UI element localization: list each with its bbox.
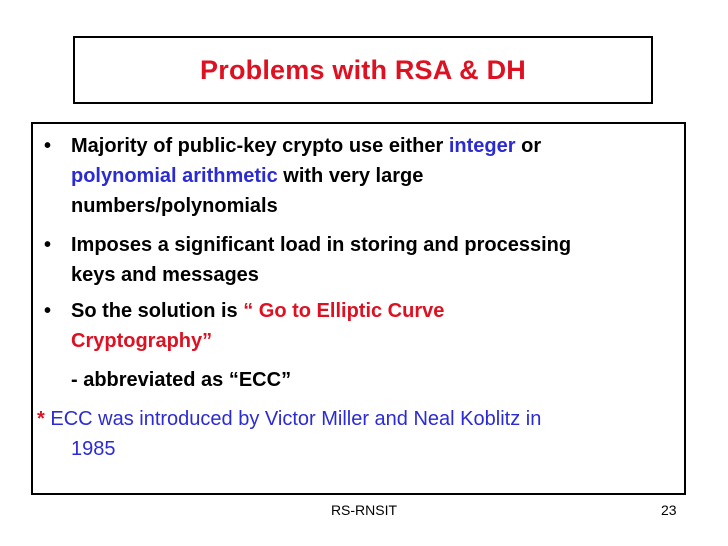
note-star: * [37,408,45,430]
note-line-2: 1985 [71,438,116,460]
bullet-2-line-1: Imposes a significant load in storing and processing [71,234,572,256]
bullet-3-text-a: So the solution is [71,300,244,322]
bullet-1-line-1 [71,134,541,158]
footer-label: RS-RNSIT [330,502,398,518]
bullet-1-text-c: or [515,135,542,157]
slide-title: Problems with RSA & DH [200,54,526,85]
bullet-3-ecc-highlight: “ Go to Elliptic Curve [243,300,445,322]
bullet-1-integer-highlight: integer [448,135,516,157]
bullet-2-line-2: keys and messages [71,264,259,286]
note-line-1 [37,407,541,431]
title-box [73,36,653,104]
note-text-1: ECC was introduced by Victor Miller and Neal Koblitz in [44,408,542,430]
bullet-1-text-a: Majority of public-key crypto use either [71,135,449,157]
bullet-3-line-1 [71,299,444,323]
bullet-3-line-2: Cryptography” [71,330,213,352]
bullet-3-marker: • [44,300,52,322]
bullet-1-marker: • [44,135,52,157]
abbreviation-note: - abbreviated as “ECC” [71,369,292,391]
bullet-1-line-2 [71,164,423,188]
bullet-1-polynomial-highlight: polynomial arithmetic [71,165,278,187]
page-number: 23 [661,502,677,518]
bullet-1-line-3: numbers/polynomials [71,195,278,217]
bullet-2-marker: • [44,234,52,256]
bullet-1-text-d: with very large [277,165,424,187]
